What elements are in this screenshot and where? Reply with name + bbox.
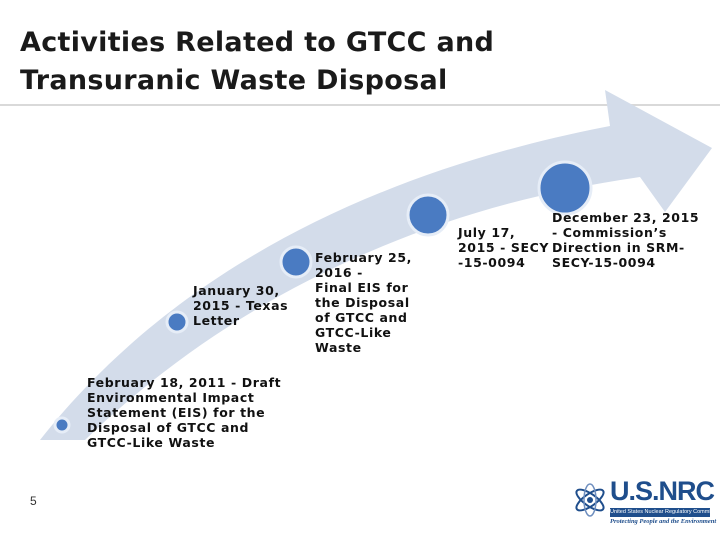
atom-icon <box>572 478 608 526</box>
timeline-marker <box>408 195 448 235</box>
timeline-marker <box>55 418 69 432</box>
logo-tagline: Protecting People and the Environment <box>610 518 717 525</box>
logo-agency-name: United States Nuclear Regulatory Commission <box>610 509 723 515</box>
event-label-final-eis: February 25, 2016 - Final EIS for the Disposal of GTCC and GTCC-Like Waste <box>315 250 412 355</box>
event-label-commission-srm: December 23, 2015 - Commission’s Direction in SRM- SECY-15-0094 <box>552 210 700 270</box>
timeline-marker <box>539 162 591 214</box>
event-label-texas-letter: January 30, 2015 - Texas Letter <box>193 283 289 328</box>
nrc-logo <box>572 476 723 534</box>
timeline-marker <box>281 247 311 277</box>
event-label-draft-eis: February 18, 2011 - Draft Environmental Impact Statement (EIS) for the Disposal of GTCC and GTCC-Like Waste <box>87 375 282 450</box>
timeline-marker <box>167 312 187 332</box>
logo-wordmark: U.S.NRC <box>610 476 715 506</box>
event-label-secy: July 17, 2015 - SECY -15-0094 <box>458 225 550 270</box>
slide-title: Activities Related to GTCC and Transuranic Waste Disposal <box>20 27 495 96</box>
page-number: 5 <box>30 494 37 508</box>
